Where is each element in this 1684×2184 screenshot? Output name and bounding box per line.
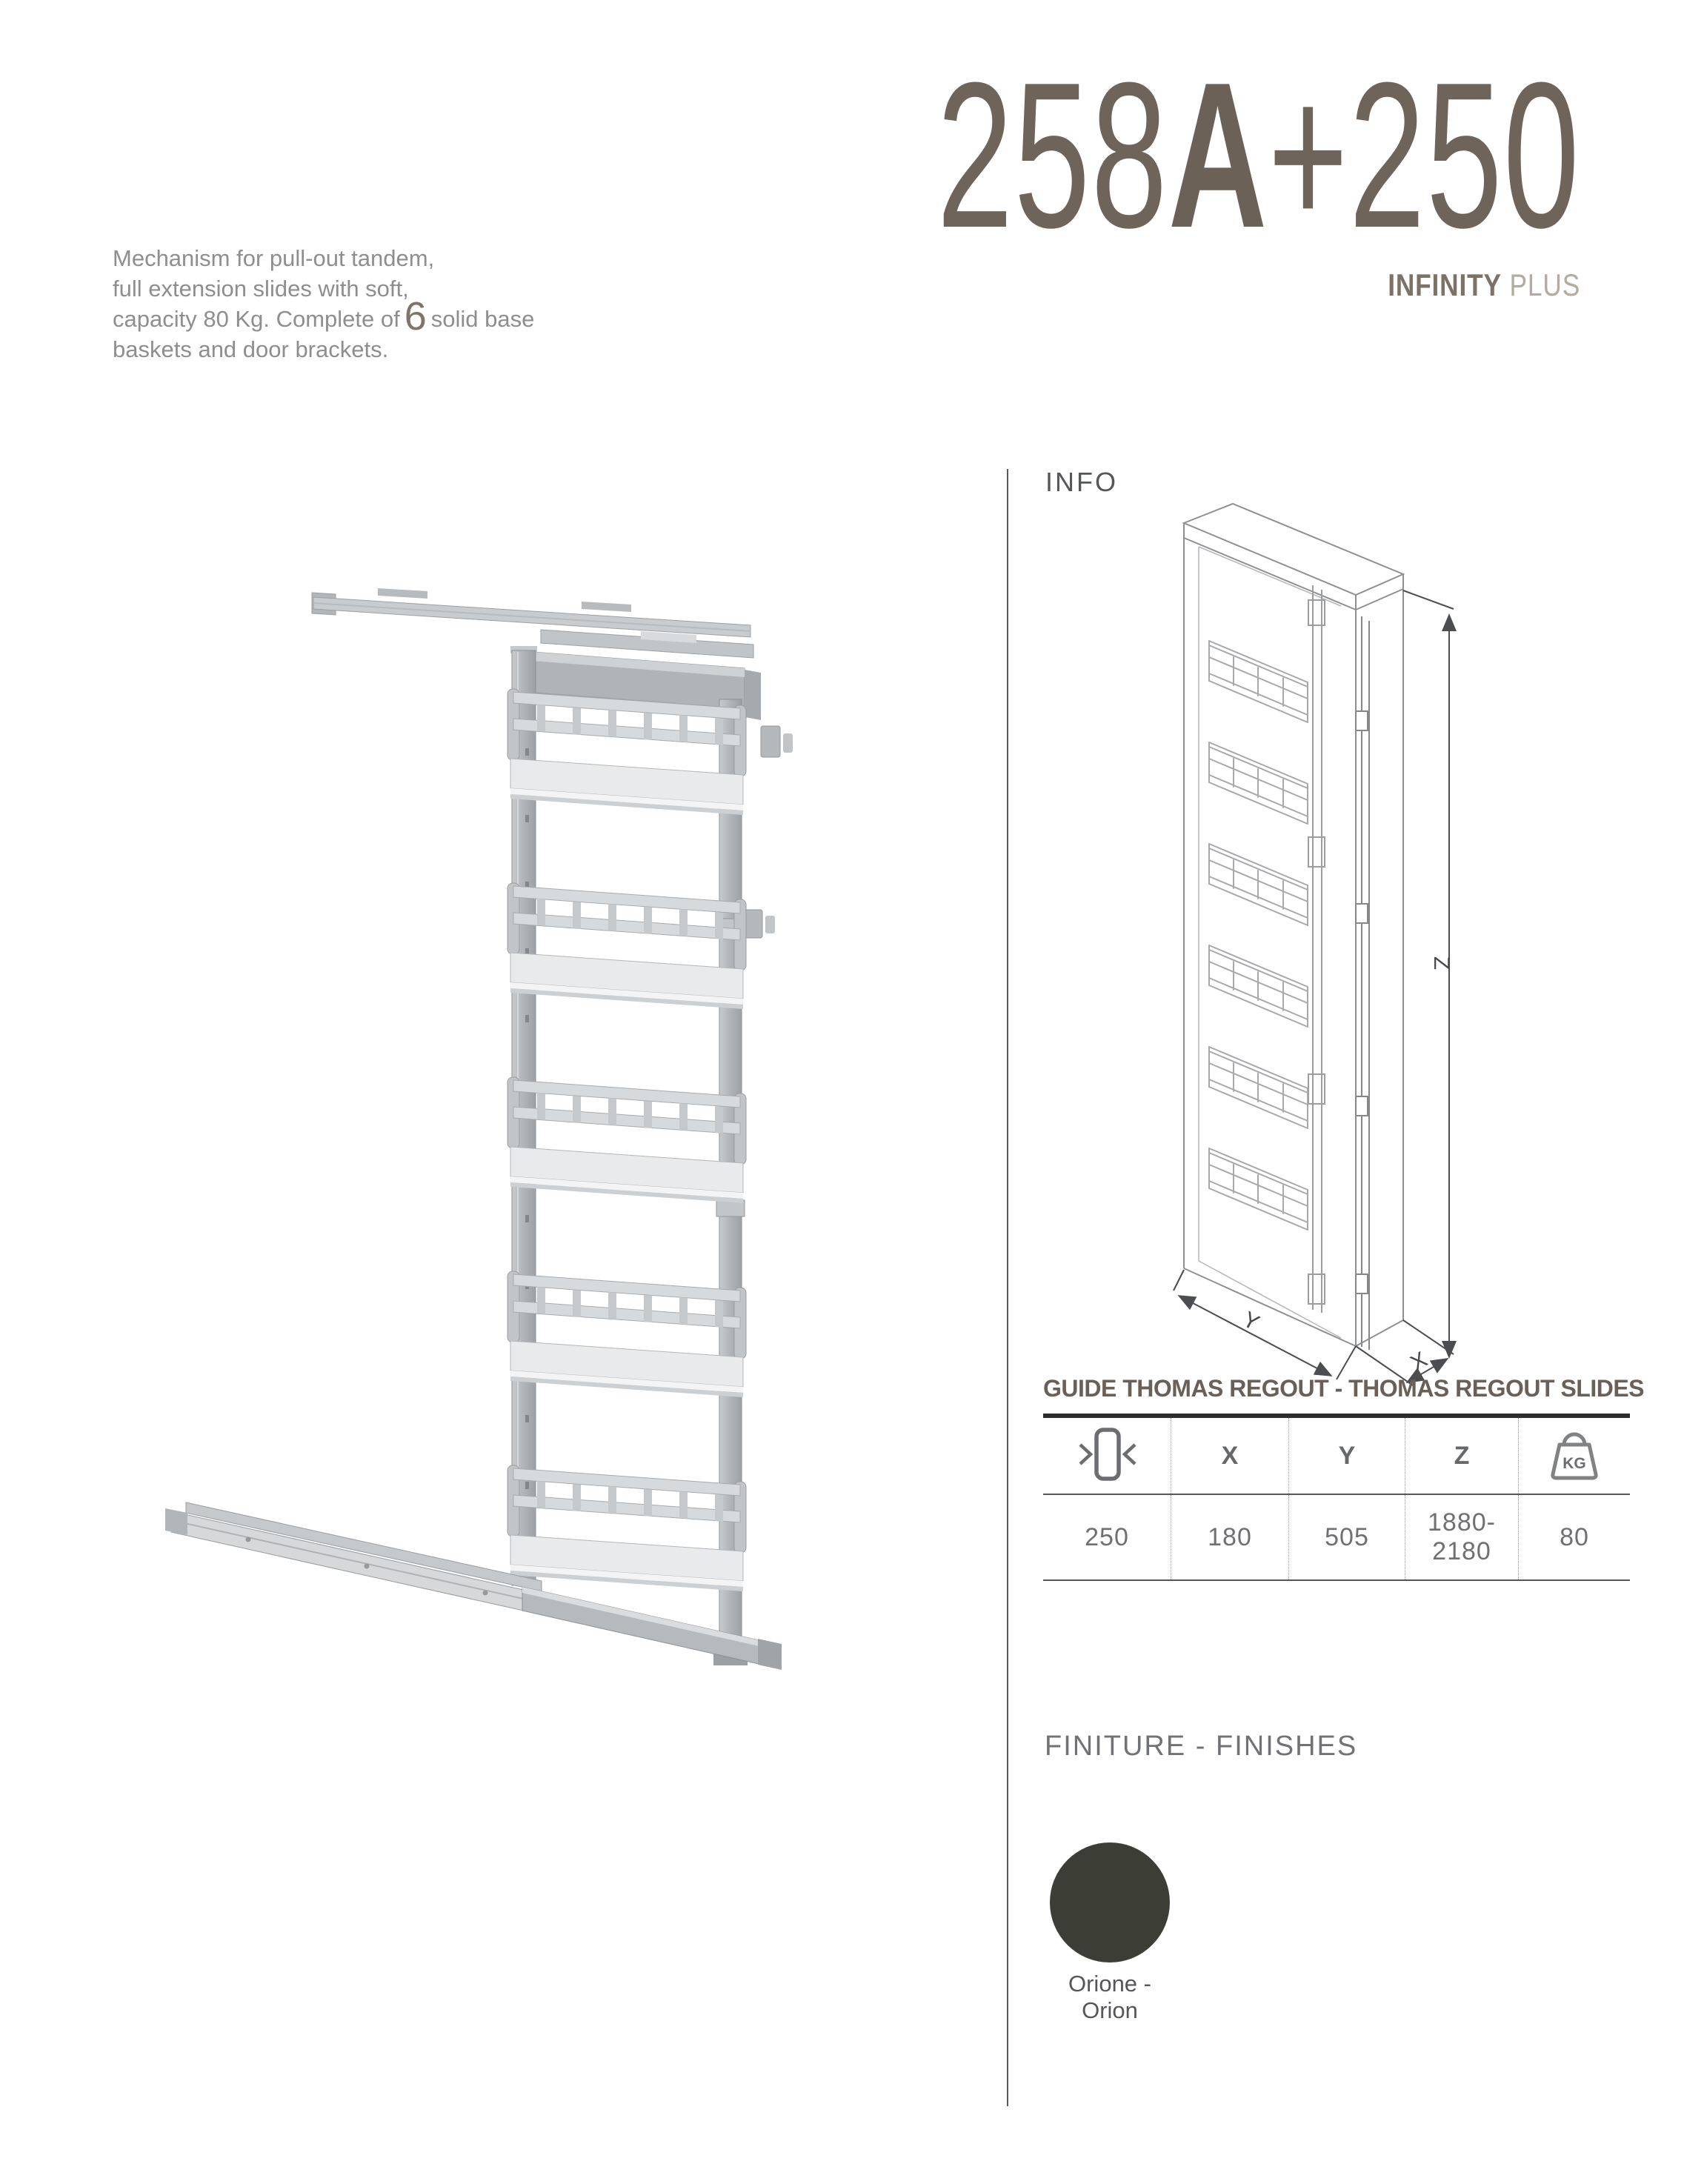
title-num-right: 250 <box>1348 40 1580 271</box>
title-plus: + <box>1268 40 1349 271</box>
description-line: full extension slides with soft, <box>113 276 409 302</box>
spec-table-heading: GUIDE THOMAS REGOUT - THOMAS REGOUT SLIDES <box>1043 1375 1645 1402</box>
description-line: baskets and door brackets. <box>113 336 389 362</box>
module-value: 250 <box>1085 1522 1129 1551</box>
product-description <box>113 243 602 364</box>
basket-count: 6 <box>404 294 427 339</box>
title-num-left: 258 <box>936 40 1168 271</box>
dimension-y-label: Y <box>1238 1307 1264 1336</box>
pullout-frame-illustration <box>122 504 793 1674</box>
finishes-heading: FINITURE - FINISHES <box>1045 1731 1358 1762</box>
module-width-icon <box>1071 1424 1142 1485</box>
finish-swatch-label: Orione - Orion <box>1068 1971 1151 2023</box>
column-x-label: X <box>1221 1441 1239 1470</box>
column-z-label: Z <box>1454 1441 1470 1470</box>
brand-subtitle <box>761 267 1580 302</box>
spec-table-header-row <box>1043 1416 1630 1494</box>
description-line <box>113 294 602 339</box>
description-line: Mechanism for pull-out tandem, <box>113 245 435 271</box>
spec-table-value-row <box>1043 1494 1630 1580</box>
x-value: 180 <box>1208 1522 1252 1551</box>
dimension-z-label: Z <box>1429 956 1454 971</box>
column-y-label: Y <box>1338 1441 1356 1470</box>
cabinet-dimension-drawing <box>1171 489 1652 1396</box>
section-divider <box>1007 469 1008 2106</box>
z-value: 1880-2180 <box>1428 1508 1496 1565</box>
spec-table <box>1043 1414 1630 1581</box>
info-heading: INFO <box>1045 467 1118 497</box>
kg-value: 80 <box>1560 1522 1589 1551</box>
dimension-x-label: X <box>1406 1347 1432 1376</box>
title-letter: A <box>1168 40 1268 271</box>
technical-drawing <box>1171 489 1652 1396</box>
page-title <box>936 40 1580 271</box>
brand-block <box>605 40 1580 302</box>
subtitle-strong: INFINITY <box>1388 267 1502 302</box>
y-value: 505 <box>1325 1522 1369 1551</box>
subtitle-light: PLUS <box>1509 267 1580 302</box>
product-photo-illustration <box>122 504 793 1674</box>
kg-icon-label: KG <box>1562 1454 1586 1472</box>
module-width-header-cell <box>1043 1416 1171 1494</box>
weight-capacity-icon <box>1548 1425 1601 1483</box>
description-line3-after: solid base <box>430 306 535 332</box>
weight-capacity-header-cell <box>1519 1416 1631 1494</box>
finish-swatch <box>1050 1842 1170 1962</box>
description-line3-before: capacity 80 Kg. Complete of <box>113 306 400 332</box>
